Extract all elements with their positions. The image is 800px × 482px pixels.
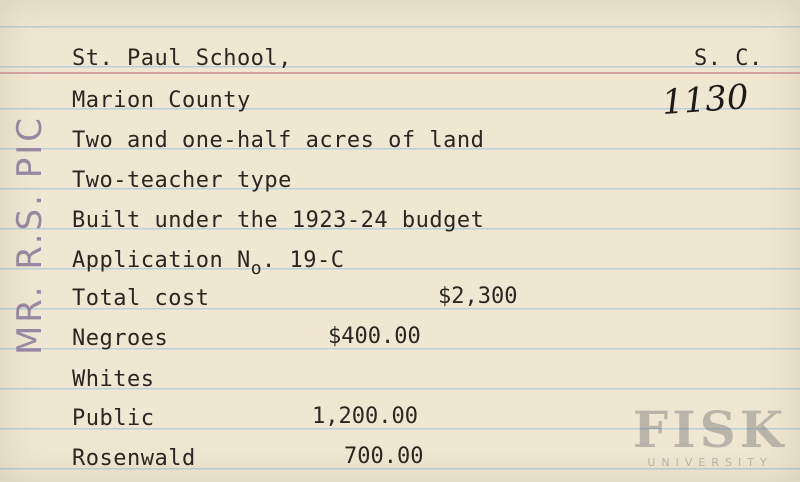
land-description: Two and one-half acres of land — [72, 128, 485, 153]
handwritten-number: 1130 — [660, 77, 750, 123]
school-type: Two-teacher type — [72, 168, 292, 193]
application-line — [72, 248, 345, 279]
application-sub: o — [250, 258, 263, 279]
total-cost-label: Total cost — [72, 286, 210, 311]
watermark-name: FISK — [632, 400, 788, 459]
watermark-subtitle: UNIVERSITY — [647, 456, 773, 469]
negroes-label: Negroes — [72, 326, 169, 351]
school-name: St. Paul School, — [72, 46, 292, 71]
rosenwald-value: 700.00 — [344, 444, 424, 469]
application-number: . 19-C — [262, 248, 345, 273]
whites-label: Whites — [72, 367, 155, 392]
public-value: 1,200.00 — [312, 404, 418, 429]
stamp-text: MR. R.S. PIC — [10, 114, 50, 356]
state-abbrev: S. C. — [694, 46, 763, 71]
public-label: Public — [72, 406, 155, 431]
rosenwald-label: Rosenwald — [72, 446, 196, 471]
ink-stamp — [8, 114, 52, 356]
budget-line: Built under the 1923-24 budget — [72, 208, 485, 233]
total-cost-value: $2,300 — [438, 284, 518, 309]
county: Marion County — [72, 88, 251, 113]
fisk-watermark — [626, 400, 794, 469]
application-prefix: Application N — [72, 248, 251, 273]
negroes-value: $400.00 — [328, 324, 421, 349]
